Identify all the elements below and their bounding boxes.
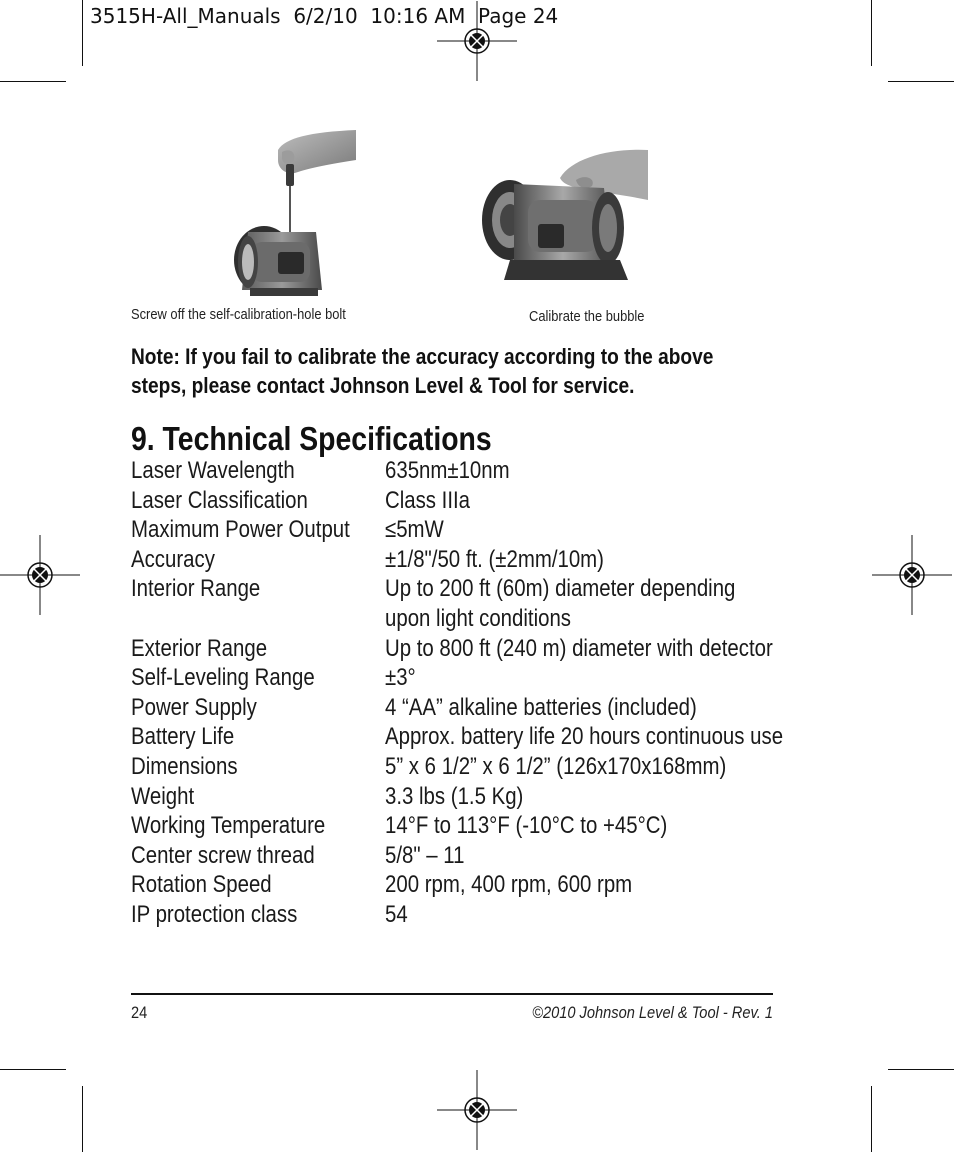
figure-caption: Calibrate the bubble <box>529 308 645 325</box>
spec-value: 14°F to 113°F (-10°C to +45°C) <box>385 812 668 840</box>
spec-value: ±3° <box>385 664 416 692</box>
spec-value: 5/8" – 11 <box>385 841 465 869</box>
spec-label: Weight <box>131 782 195 810</box>
spec-label: Self-Leveling Range <box>131 664 315 692</box>
hand-calibrating-bubble-photo <box>480 148 648 290</box>
spec-value: ±1/8"/50 ft. (±2mm/10m) <box>385 545 604 573</box>
calibration-note: Note: If you fail to calibrate the accuracy according to the above steps, please contact Johnson Level & Tool for service. <box>131 344 714 398</box>
registration-mark-icon <box>0 535 80 615</box>
print-slug-line: 3515H-All_Manuals 6/2/10 10:16 AM Page 24 <box>90 4 559 28</box>
spec-value: Approx. battery life 20 hours continuous use <box>385 723 784 751</box>
crop-mark-top-right-horizontal <box>888 81 954 82</box>
spec-label: Rotation Speed <box>131 871 272 899</box>
spec-row <box>131 722 831 752</box>
spec-row <box>131 574 831 633</box>
spec-value: ≤5mW <box>385 516 444 544</box>
registration-mark-icon <box>872 535 952 615</box>
spec-value: Up to 200 ft (60m) diameter depending upon light conditions <box>385 575 736 632</box>
footer-divider <box>131 993 773 995</box>
spec-row <box>131 663 831 693</box>
spec-label: Working Temperature <box>131 812 326 840</box>
registration-mark-icon <box>437 1 517 81</box>
spec-row <box>131 693 831 723</box>
spec-label: Battery Life <box>131 723 235 751</box>
spec-value: Class IIIa <box>385 486 471 514</box>
spec-value: 3.3 lbs (1.5 Kg) <box>385 782 524 810</box>
spec-label: Accuracy <box>131 545 215 573</box>
spec-label: Exterior Range <box>131 634 268 662</box>
crop-mark-bottom-left-vertical <box>82 1086 83 1152</box>
spec-value: 200 rpm, 400 rpm, 600 rpm <box>385 871 633 899</box>
crop-mark-bottom-left-horizontal <box>0 1069 66 1070</box>
spec-label: Dimensions <box>131 752 238 780</box>
spec-table <box>131 456 831 930</box>
figure-caption: Screw off the self-calibration-hole bolt <box>131 306 346 323</box>
spec-row <box>131 841 831 871</box>
spec-label: Interior Range <box>131 575 261 603</box>
spec-value: 635nm±10nm <box>385 457 510 484</box>
crop-mark-top-left-horizontal <box>0 81 66 82</box>
hand-unscrewing-bolt-photo <box>230 130 356 300</box>
page-number: 24 <box>131 1003 148 1022</box>
spec-value: Up to 800 ft (240 m) diameter with detector <box>385 634 773 662</box>
spec-label: Laser Wavelength <box>131 457 295 484</box>
spec-value: 5” x 6 1/2” x 6 1/2” (126x170x168mm) <box>385 752 727 780</box>
crop-mark-top-right-vertical <box>871 0 872 66</box>
spec-row <box>131 811 831 841</box>
spec-label: Center screw thread <box>131 841 315 869</box>
spec-row <box>131 486 831 516</box>
spec-row <box>131 870 831 900</box>
spec-value: 4 “AA” alkaline batteries (included) <box>385 693 697 721</box>
spec-label: Power Supply <box>131 693 257 721</box>
spec-row <box>131 782 831 812</box>
crop-mark-top-left-vertical <box>82 0 83 66</box>
section-title: 9. Technical Specifications <box>131 420 492 457</box>
spec-label: IP protection class <box>131 900 298 928</box>
spec-row <box>131 752 831 782</box>
copyright-notice: ©2010 Johnson Level & Tool - Rev. 1 <box>532 1003 773 1022</box>
spec-row <box>131 545 831 575</box>
spec-row <box>131 900 831 930</box>
crop-mark-bottom-right-horizontal <box>888 1069 954 1070</box>
spec-value: 54 <box>385 900 408 928</box>
spec-row <box>131 456 831 486</box>
registration-mark-icon <box>437 1070 517 1150</box>
crop-mark-bottom-right-vertical <box>871 1086 872 1152</box>
spec-row <box>131 634 831 664</box>
spec-label: Laser Classification <box>131 486 308 514</box>
spec-label: Maximum Power Output <box>131 516 350 544</box>
spec-row <box>131 515 831 545</box>
